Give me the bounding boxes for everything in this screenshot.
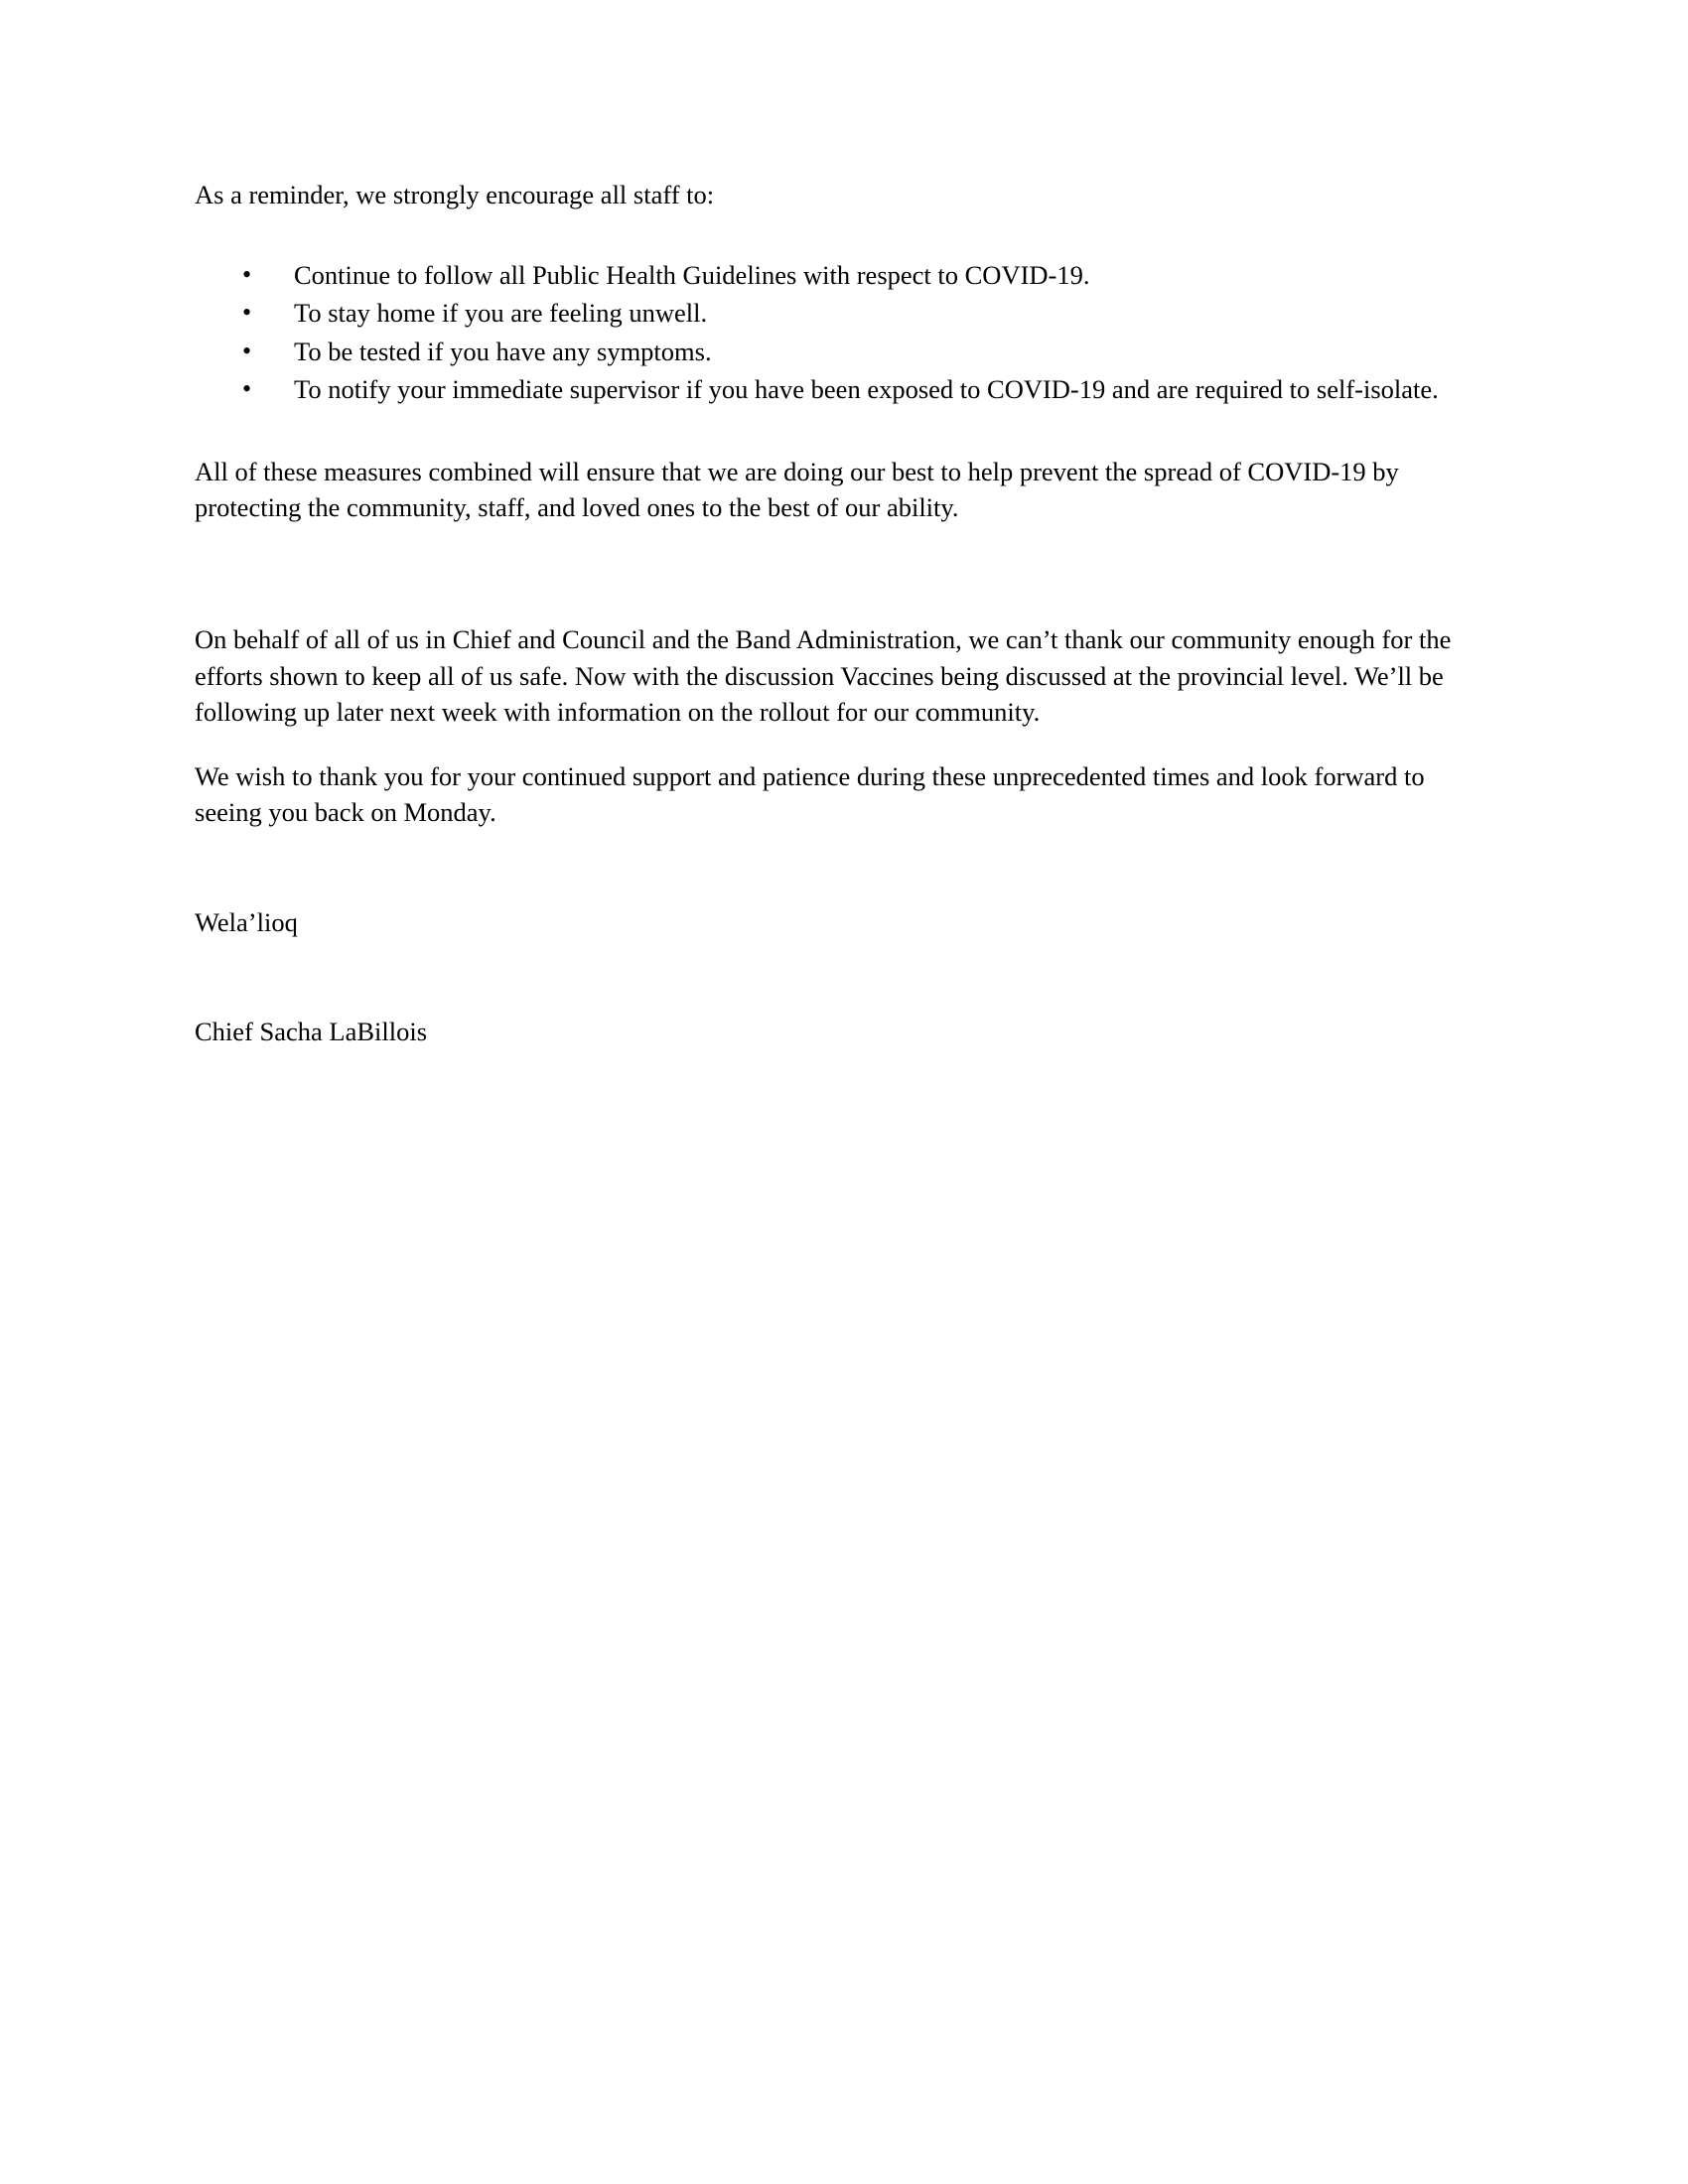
spacer: [195, 526, 1485, 621]
bullet-icon: •: [242, 298, 252, 328]
closing-salutation: Wela’lioq: [195, 906, 298, 937]
list-item: [195, 334, 1485, 370]
list-item: [195, 295, 1485, 332]
list-item: [195, 371, 1485, 408]
list-item-text: To notify your immediate supervisor if you have been exposed to COVID-19 and are required to self-isolate.: [294, 374, 1439, 405]
intro-paragraph: As a reminder, we strongly encourage all staff to:: [195, 180, 715, 209]
spacer: [195, 731, 1485, 758]
list-item: [195, 257, 1485, 294]
spacer: [195, 831, 1485, 904]
spacer: [195, 213, 1485, 257]
signature-name: Chief Sacha LaBillois: [195, 1017, 428, 1047]
bullet-icon: •: [242, 336, 252, 365]
reminder-bullet-list: [195, 257, 1485, 408]
spacer: [195, 410, 1485, 454]
paragraph-closing-thanks: We wish to thank you for your continued support and patience during these unprecedented times and look forward to seeing you back on Monday.: [195, 760, 1425, 828]
list-item-text: Continue to follow all Public Health Guidelines with respect to COVID-19.: [294, 259, 1090, 290]
paragraph-thanks-community: On behalf of all of us in Chief and Council and the Band Administration, we can’t thank our community enough for the efforts shown to keep all of us safe. Now with the discussion Vaccines being discussed at the provincial level. We’ll be following up later next week with information on the rollout for our community.: [195, 623, 1452, 728]
paragraph-measures: All of these measures combined will ensure that we are doing our best to help prevent the spread of COVID-19 by protecting the community, staff, and loved ones to the best of our ability.: [195, 456, 1399, 523]
spacer: [195, 940, 1485, 1014]
bullet-icon: •: [242, 259, 252, 289]
list-item-text: To be tested if you have any symptoms.: [294, 336, 712, 366]
bullet-icon: •: [242, 374, 252, 404]
list-item-text: To stay home if you are feeling unwell.: [294, 298, 708, 329]
document-body: [195, 177, 1485, 1050]
